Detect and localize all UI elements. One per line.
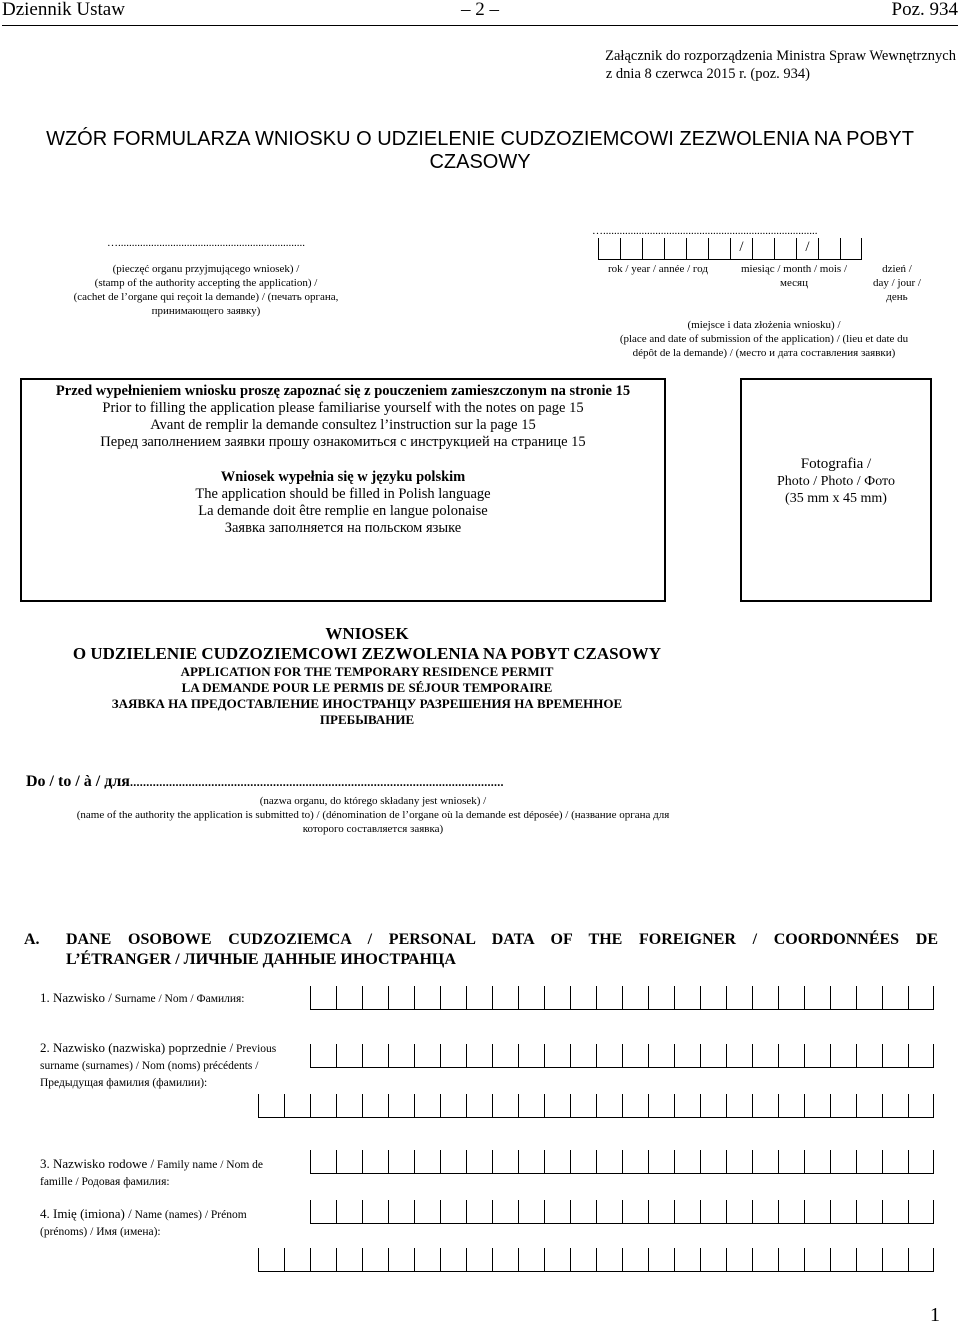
char-cell[interactable] bbox=[804, 1094, 830, 1118]
photo-label-pl: Fotografia / bbox=[800, 456, 872, 472]
char-cell[interactable] bbox=[544, 1044, 570, 1068]
addressee-prefix: Do / to / à / для bbox=[26, 773, 130, 790]
char-cell[interactable] bbox=[648, 1094, 674, 1118]
char-cell[interactable] bbox=[518, 1150, 544, 1174]
char-cell[interactable] bbox=[310, 986, 336, 1010]
char-cell[interactable] bbox=[414, 1044, 440, 1068]
month-label-line: miesiąc / month / mois / bbox=[740, 263, 848, 275]
char-cell[interactable] bbox=[622, 1044, 648, 1068]
char-cell[interactable] bbox=[284, 1094, 310, 1118]
char-cell[interactable] bbox=[596, 1150, 622, 1174]
char-cell[interactable] bbox=[544, 1094, 570, 1118]
char-cell[interactable] bbox=[830, 1044, 856, 1068]
char-cell[interactable] bbox=[596, 1248, 622, 1272]
char-cell[interactable] bbox=[388, 1248, 414, 1272]
char-cell[interactable] bbox=[908, 1094, 934, 1118]
char-cell[interactable] bbox=[726, 1044, 752, 1068]
date-cell[interactable] bbox=[642, 238, 664, 260]
char-cell[interactable] bbox=[674, 1094, 700, 1118]
stamp-caption bbox=[36, 262, 376, 318]
date-separator: / bbox=[796, 238, 818, 260]
date-separator: / bbox=[730, 238, 752, 260]
char-cell[interactable] bbox=[856, 1150, 882, 1174]
char-cell[interactable] bbox=[804, 1248, 830, 1272]
language-line-ru: Заявка заполняется на польском языке bbox=[224, 520, 462, 536]
char-cell[interactable] bbox=[726, 1248, 752, 1272]
char-cell[interactable] bbox=[726, 1094, 752, 1118]
char-cell[interactable] bbox=[804, 1150, 830, 1174]
char-cell[interactable] bbox=[648, 1248, 674, 1272]
application-title-fr: LA DEMANDE POUR LE PERMIS DE SÉJOUR TEMPORAIRE bbox=[181, 680, 553, 695]
char-cell[interactable] bbox=[570, 1248, 596, 1272]
char-cell[interactable] bbox=[466, 1200, 492, 1224]
day-label bbox=[862, 262, 932, 304]
field-number: 3. bbox=[40, 1156, 50, 1171]
char-cell[interactable] bbox=[492, 1094, 518, 1118]
photo-label-multilang: Photo / Photo / Фото bbox=[777, 474, 895, 489]
application-title-en: APPLICATION FOR THE TEMPORARY RESIDENCE PERMIT bbox=[180, 664, 554, 679]
char-cell[interactable] bbox=[544, 986, 570, 1010]
char-cell[interactable] bbox=[414, 986, 440, 1010]
application-title-ru-2: ПРЕБЫВАНИЕ bbox=[319, 712, 415, 727]
annex-line-2: z dnia 8 czerwca 2015 r. (poz. 934) bbox=[605, 66, 810, 82]
addressee-caption-line: (name of the authority the application is submitted to) / (dénomination de l’organe où la demande est déposée) / (название органа для bbox=[76, 809, 670, 821]
day-label-line: dzień / bbox=[882, 263, 912, 275]
day-label-line: day / jour / bbox=[873, 277, 921, 289]
char-cell[interactable] bbox=[778, 1200, 804, 1224]
char-cell[interactable] bbox=[570, 1150, 596, 1174]
language-line-en: The application should be filled in Polish language bbox=[195, 486, 491, 502]
char-cell[interactable] bbox=[440, 1094, 466, 1118]
addressee-caption bbox=[28, 794, 718, 836]
addressee-line bbox=[26, 772, 504, 792]
char-cell[interactable] bbox=[492, 1044, 518, 1068]
place-date-caption-line: (place and date of submission of the application) / (lieu et date du bbox=[619, 333, 909, 345]
char-cell[interactable] bbox=[778, 986, 804, 1010]
surname-boxes[interactable] bbox=[310, 986, 934, 1010]
notice-line-ru: Перед заполнением заявки прошу ознакомиться с инструкцией на странице 15 bbox=[100, 434, 586, 450]
char-cell[interactable] bbox=[414, 1150, 440, 1174]
char-cell[interactable] bbox=[908, 986, 934, 1010]
char-cell[interactable] bbox=[856, 1044, 882, 1068]
char-cell[interactable] bbox=[336, 1044, 362, 1068]
char-cell[interactable] bbox=[336, 1200, 362, 1224]
photo-box[interactable] bbox=[740, 378, 932, 602]
field-label-previous-surname bbox=[40, 1040, 304, 1091]
field-label-family-name bbox=[40, 1156, 290, 1190]
char-cell[interactable] bbox=[752, 1044, 778, 1068]
char-cell[interactable] bbox=[596, 1044, 622, 1068]
char-cell[interactable] bbox=[414, 1248, 440, 1272]
char-cell[interactable] bbox=[388, 1044, 414, 1068]
form-title: WZÓR FORMULARZA WNIOSKU O UDZIELENIE CUDZOZIEMCOWI ZEZWOLENIA NA POBYT CZASOWY bbox=[46, 128, 914, 173]
char-cell[interactable] bbox=[388, 986, 414, 1010]
field-label-pl: Imię (imiona) / bbox=[53, 1206, 132, 1221]
char-cell[interactable] bbox=[258, 1094, 284, 1118]
char-cell[interactable] bbox=[362, 1248, 388, 1272]
char-cell[interactable] bbox=[570, 1044, 596, 1068]
char-cell[interactable] bbox=[830, 1094, 856, 1118]
char-cell[interactable] bbox=[726, 986, 752, 1010]
date-cell[interactable] bbox=[774, 238, 796, 260]
place-date-caption bbox=[594, 318, 934, 360]
char-cell[interactable] bbox=[284, 1248, 310, 1272]
field-label-translations: Previous surname (surnames) / Nom (noms) précédents / Предыдущая фамилия (фамилии): bbox=[40, 1043, 277, 1089]
char-cell[interactable] bbox=[362, 986, 388, 1010]
stamp-dots: ….................................................................... bbox=[107, 237, 305, 249]
char-cell[interactable] bbox=[310, 1044, 336, 1068]
addressee-caption-line: которого составляется заявка) bbox=[302, 823, 444, 835]
char-cell[interactable] bbox=[700, 1150, 726, 1174]
stamp-caption-line: (pieczęć organu przyjmującego wniosek) / bbox=[112, 263, 300, 275]
section-a-letter: A. bbox=[24, 931, 40, 948]
char-cell[interactable] bbox=[908, 1044, 934, 1068]
char-cell[interactable] bbox=[466, 1094, 492, 1118]
first-names-boxes-1[interactable] bbox=[310, 1200, 934, 1224]
char-cell[interactable] bbox=[778, 1094, 804, 1118]
char-cell[interactable] bbox=[778, 1248, 804, 1272]
char-cell[interactable] bbox=[388, 1200, 414, 1224]
previous-surname-boxes-2[interactable] bbox=[258, 1094, 934, 1118]
field-number: 2. bbox=[40, 1040, 50, 1055]
section-a-title-1: DANE OSOBOWE CUDZOZIEMCA / PERSONAL DATA OF THE FOREIGNER / COORDONNÉES DE bbox=[66, 931, 938, 948]
char-cell[interactable] bbox=[622, 1150, 648, 1174]
notice-line-en: Prior to filling the application please familiarise yourself with the notes on page 15 bbox=[102, 400, 584, 416]
char-cell[interactable] bbox=[518, 1094, 544, 1118]
char-cell[interactable] bbox=[882, 1150, 908, 1174]
place-date-caption-line: (miejsce i data złożenia wniosku) / bbox=[687, 319, 841, 331]
char-cell[interactable] bbox=[648, 1150, 674, 1174]
position-number: Poz. 934 bbox=[891, 0, 958, 20]
annex-line-1: Załącznik do rozporządzenia Ministra Spraw Wewnętrznych bbox=[605, 48, 956, 64]
char-cell[interactable] bbox=[544, 1150, 570, 1174]
char-cell[interactable] bbox=[362, 1200, 388, 1224]
char-cell[interactable] bbox=[336, 986, 362, 1010]
char-cell[interactable] bbox=[830, 1248, 856, 1272]
field-label-first-names bbox=[40, 1206, 280, 1240]
language-line-pl: Wniosek wypełnia się w języku polskim bbox=[220, 469, 466, 485]
submission-date-boxes[interactable] bbox=[598, 238, 862, 260]
char-cell[interactable] bbox=[778, 1044, 804, 1068]
language-line-fr: La demande doit être remplie en langue polonaise bbox=[198, 503, 488, 519]
char-cell[interactable] bbox=[518, 1044, 544, 1068]
page-indicator: – 2 – bbox=[461, 0, 499, 20]
char-cell[interactable] bbox=[856, 1248, 882, 1272]
char-cell[interactable] bbox=[362, 1094, 388, 1118]
char-cell[interactable] bbox=[908, 1150, 934, 1174]
char-cell[interactable] bbox=[882, 1200, 908, 1224]
char-cell[interactable] bbox=[492, 1200, 518, 1224]
notice-line-pl: Przed wypełnieniem wniosku proszę zapoznać się z pouczeniem zamieszczonym na stronie 15 bbox=[55, 383, 631, 399]
application-title bbox=[0, 624, 734, 728]
field-label-translations: Name (names) / Prénom (prénoms) / Имя (имена): bbox=[40, 1209, 247, 1238]
char-cell[interactable] bbox=[440, 1200, 466, 1224]
char-cell[interactable] bbox=[310, 1094, 336, 1118]
char-cell[interactable] bbox=[310, 1150, 336, 1174]
char-cell[interactable] bbox=[778, 1150, 804, 1174]
char-cell[interactable] bbox=[882, 986, 908, 1010]
day-label-line: день bbox=[886, 291, 908, 303]
char-cell[interactable] bbox=[310, 1248, 336, 1272]
char-cell[interactable] bbox=[908, 1248, 934, 1272]
char-cell[interactable] bbox=[518, 1248, 544, 1272]
previous-surname-boxes-1[interactable] bbox=[310, 1044, 934, 1068]
notice-line-fr: Avant de remplir la demande consultez l’instruction sur la page 15 bbox=[150, 417, 536, 433]
char-cell[interactable] bbox=[882, 1248, 908, 1272]
char-cell[interactable] bbox=[882, 1044, 908, 1068]
char-cell[interactable] bbox=[544, 1200, 570, 1224]
date-cell[interactable] bbox=[598, 238, 620, 260]
char-cell[interactable] bbox=[752, 1150, 778, 1174]
char-cell[interactable] bbox=[830, 1150, 856, 1174]
char-cell[interactable] bbox=[544, 1248, 570, 1272]
char-cell[interactable] bbox=[414, 1200, 440, 1224]
char-cell[interactable] bbox=[752, 1200, 778, 1224]
char-cell[interactable] bbox=[700, 1094, 726, 1118]
char-cell[interactable] bbox=[700, 1200, 726, 1224]
char-cell[interactable] bbox=[700, 1044, 726, 1068]
month-label-line: месяц bbox=[780, 277, 808, 289]
char-cell[interactable] bbox=[804, 1200, 830, 1224]
char-cell[interactable] bbox=[856, 1200, 882, 1224]
field-label-pl: Nazwisko / bbox=[53, 990, 112, 1005]
field-label-surname bbox=[40, 990, 300, 1007]
year-label: rok / year / année / год bbox=[608, 263, 708, 275]
char-cell[interactable] bbox=[440, 986, 466, 1010]
field-label-pl: Nazwisko (nazwiska) poprzednie / bbox=[53, 1040, 234, 1055]
application-title-pl-2: O UDZIELENIE CUDZOZIEMCOWI ZEZWOLENIA NA POBYT CZASOWY bbox=[72, 644, 662, 663]
char-cell[interactable] bbox=[518, 986, 544, 1010]
char-cell[interactable] bbox=[752, 1094, 778, 1118]
char-cell[interactable] bbox=[674, 1044, 700, 1068]
char-cell[interactable] bbox=[882, 1094, 908, 1118]
family-name-boxes[interactable] bbox=[310, 1150, 934, 1174]
char-cell[interactable] bbox=[830, 1200, 856, 1224]
char-cell[interactable] bbox=[414, 1094, 440, 1118]
date-cell[interactable] bbox=[686, 238, 708, 260]
date-cell[interactable] bbox=[818, 238, 840, 260]
photo-size: (35 mm x 45 mm) bbox=[785, 491, 887, 506]
char-cell[interactable] bbox=[622, 986, 648, 1010]
addressee-caption-line: (nazwa organu, do którego składany jest wniosek) / bbox=[259, 795, 487, 807]
char-cell[interactable] bbox=[466, 1248, 492, 1272]
char-cell[interactable] bbox=[648, 986, 674, 1010]
char-cell[interactable] bbox=[856, 986, 882, 1010]
first-names-boxes-2[interactable] bbox=[258, 1248, 934, 1272]
char-cell[interactable] bbox=[466, 1044, 492, 1068]
date-cell[interactable] bbox=[840, 238, 862, 260]
char-cell[interactable] bbox=[336, 1094, 362, 1118]
instructions-box bbox=[20, 378, 666, 602]
date-cell[interactable] bbox=[752, 238, 774, 260]
char-cell[interactable] bbox=[518, 1200, 544, 1224]
stamp-caption-line: (stamp of the authority accepting the application) / bbox=[94, 277, 318, 289]
char-cell[interactable] bbox=[492, 986, 518, 1010]
char-cell[interactable] bbox=[622, 1200, 648, 1224]
char-cell[interactable] bbox=[726, 1200, 752, 1224]
field-number: 1. bbox=[40, 990, 50, 1005]
char-cell[interactable] bbox=[570, 1200, 596, 1224]
char-cell[interactable] bbox=[492, 1248, 518, 1272]
char-cell[interactable] bbox=[492, 1150, 518, 1174]
application-title-ru: ЗАЯВКА НА ПРЕДОСТАВЛЕНИЕ ИНОСТРАНЦУ РАЗРЕШЕНИЯ НА ВРЕМЕННОЕ bbox=[111, 696, 623, 711]
char-cell[interactable] bbox=[336, 1150, 362, 1174]
char-cell[interactable] bbox=[622, 1248, 648, 1272]
char-cell[interactable] bbox=[570, 986, 596, 1010]
field-number: 4. bbox=[40, 1206, 50, 1221]
date-cell[interactable] bbox=[620, 238, 642, 260]
char-cell[interactable] bbox=[622, 1094, 648, 1118]
char-cell[interactable] bbox=[596, 986, 622, 1010]
char-cell[interactable] bbox=[648, 1044, 674, 1068]
char-cell[interactable] bbox=[466, 1150, 492, 1174]
char-cell[interactable] bbox=[674, 1150, 700, 1174]
char-cell[interactable] bbox=[648, 1200, 674, 1224]
char-cell[interactable] bbox=[908, 1200, 934, 1224]
application-title-pl-1: WNIOSEK bbox=[325, 624, 409, 643]
char-cell[interactable] bbox=[804, 986, 830, 1010]
char-cell[interactable] bbox=[466, 986, 492, 1010]
field-label-translations: Surname / Nom / Фамилия: bbox=[111, 993, 245, 1005]
date-cell[interactable] bbox=[664, 238, 686, 260]
char-cell[interactable] bbox=[752, 986, 778, 1010]
char-cell[interactable] bbox=[362, 1150, 388, 1174]
char-cell[interactable] bbox=[674, 1248, 700, 1272]
char-cell[interactable] bbox=[362, 1044, 388, 1068]
char-cell[interactable] bbox=[570, 1094, 596, 1118]
journal-name: Dziennik Ustaw bbox=[2, 0, 125, 20]
addressee-dots[interactable]: ................................................................................................................... bbox=[129, 775, 504, 789]
char-cell[interactable] bbox=[440, 1248, 466, 1272]
char-cell[interactable] bbox=[700, 986, 726, 1010]
stamp-caption-line: принимающего заявку) bbox=[151, 305, 261, 317]
page-number: 1 bbox=[930, 1304, 940, 1326]
char-cell[interactable] bbox=[388, 1094, 414, 1118]
char-cell[interactable] bbox=[856, 1094, 882, 1118]
field-label-translations: Family name / Nom de famille / Родовая фамилия: bbox=[40, 1159, 264, 1188]
char-cell[interactable] bbox=[674, 1200, 700, 1224]
date-cell[interactable] bbox=[708, 238, 730, 260]
char-cell[interactable] bbox=[700, 1248, 726, 1272]
section-a-title-2: L’ÉTRANGER / ЛИЧНЫЕ ДАННЫЕ ИНОСТРАНЦА bbox=[66, 951, 456, 968]
char-cell[interactable] bbox=[596, 1094, 622, 1118]
field-label-pl: Nazwisko rodowe / bbox=[53, 1156, 155, 1171]
char-cell[interactable] bbox=[440, 1044, 466, 1068]
char-cell[interactable] bbox=[258, 1248, 284, 1272]
header-divider bbox=[2, 25, 958, 26]
place-date-caption-line: dépôt de la demande) / (место и дата составления заявки) bbox=[632, 347, 896, 359]
place-dots: ….............................................................................. bbox=[592, 225, 818, 237]
char-cell[interactable] bbox=[830, 986, 856, 1010]
char-cell[interactable] bbox=[440, 1150, 466, 1174]
char-cell[interactable] bbox=[596, 1200, 622, 1224]
char-cell[interactable] bbox=[674, 986, 700, 1010]
month-label bbox=[738, 262, 850, 290]
char-cell[interactable] bbox=[752, 1248, 778, 1272]
char-cell[interactable] bbox=[388, 1150, 414, 1174]
char-cell[interactable] bbox=[336, 1248, 362, 1272]
char-cell[interactable] bbox=[804, 1044, 830, 1068]
char-cell[interactable] bbox=[726, 1150, 752, 1174]
stamp-caption-line: (cachet de l’organe qui reçoit la demande) / (печать органа, bbox=[73, 291, 339, 303]
char-cell[interactable] bbox=[310, 1200, 336, 1224]
